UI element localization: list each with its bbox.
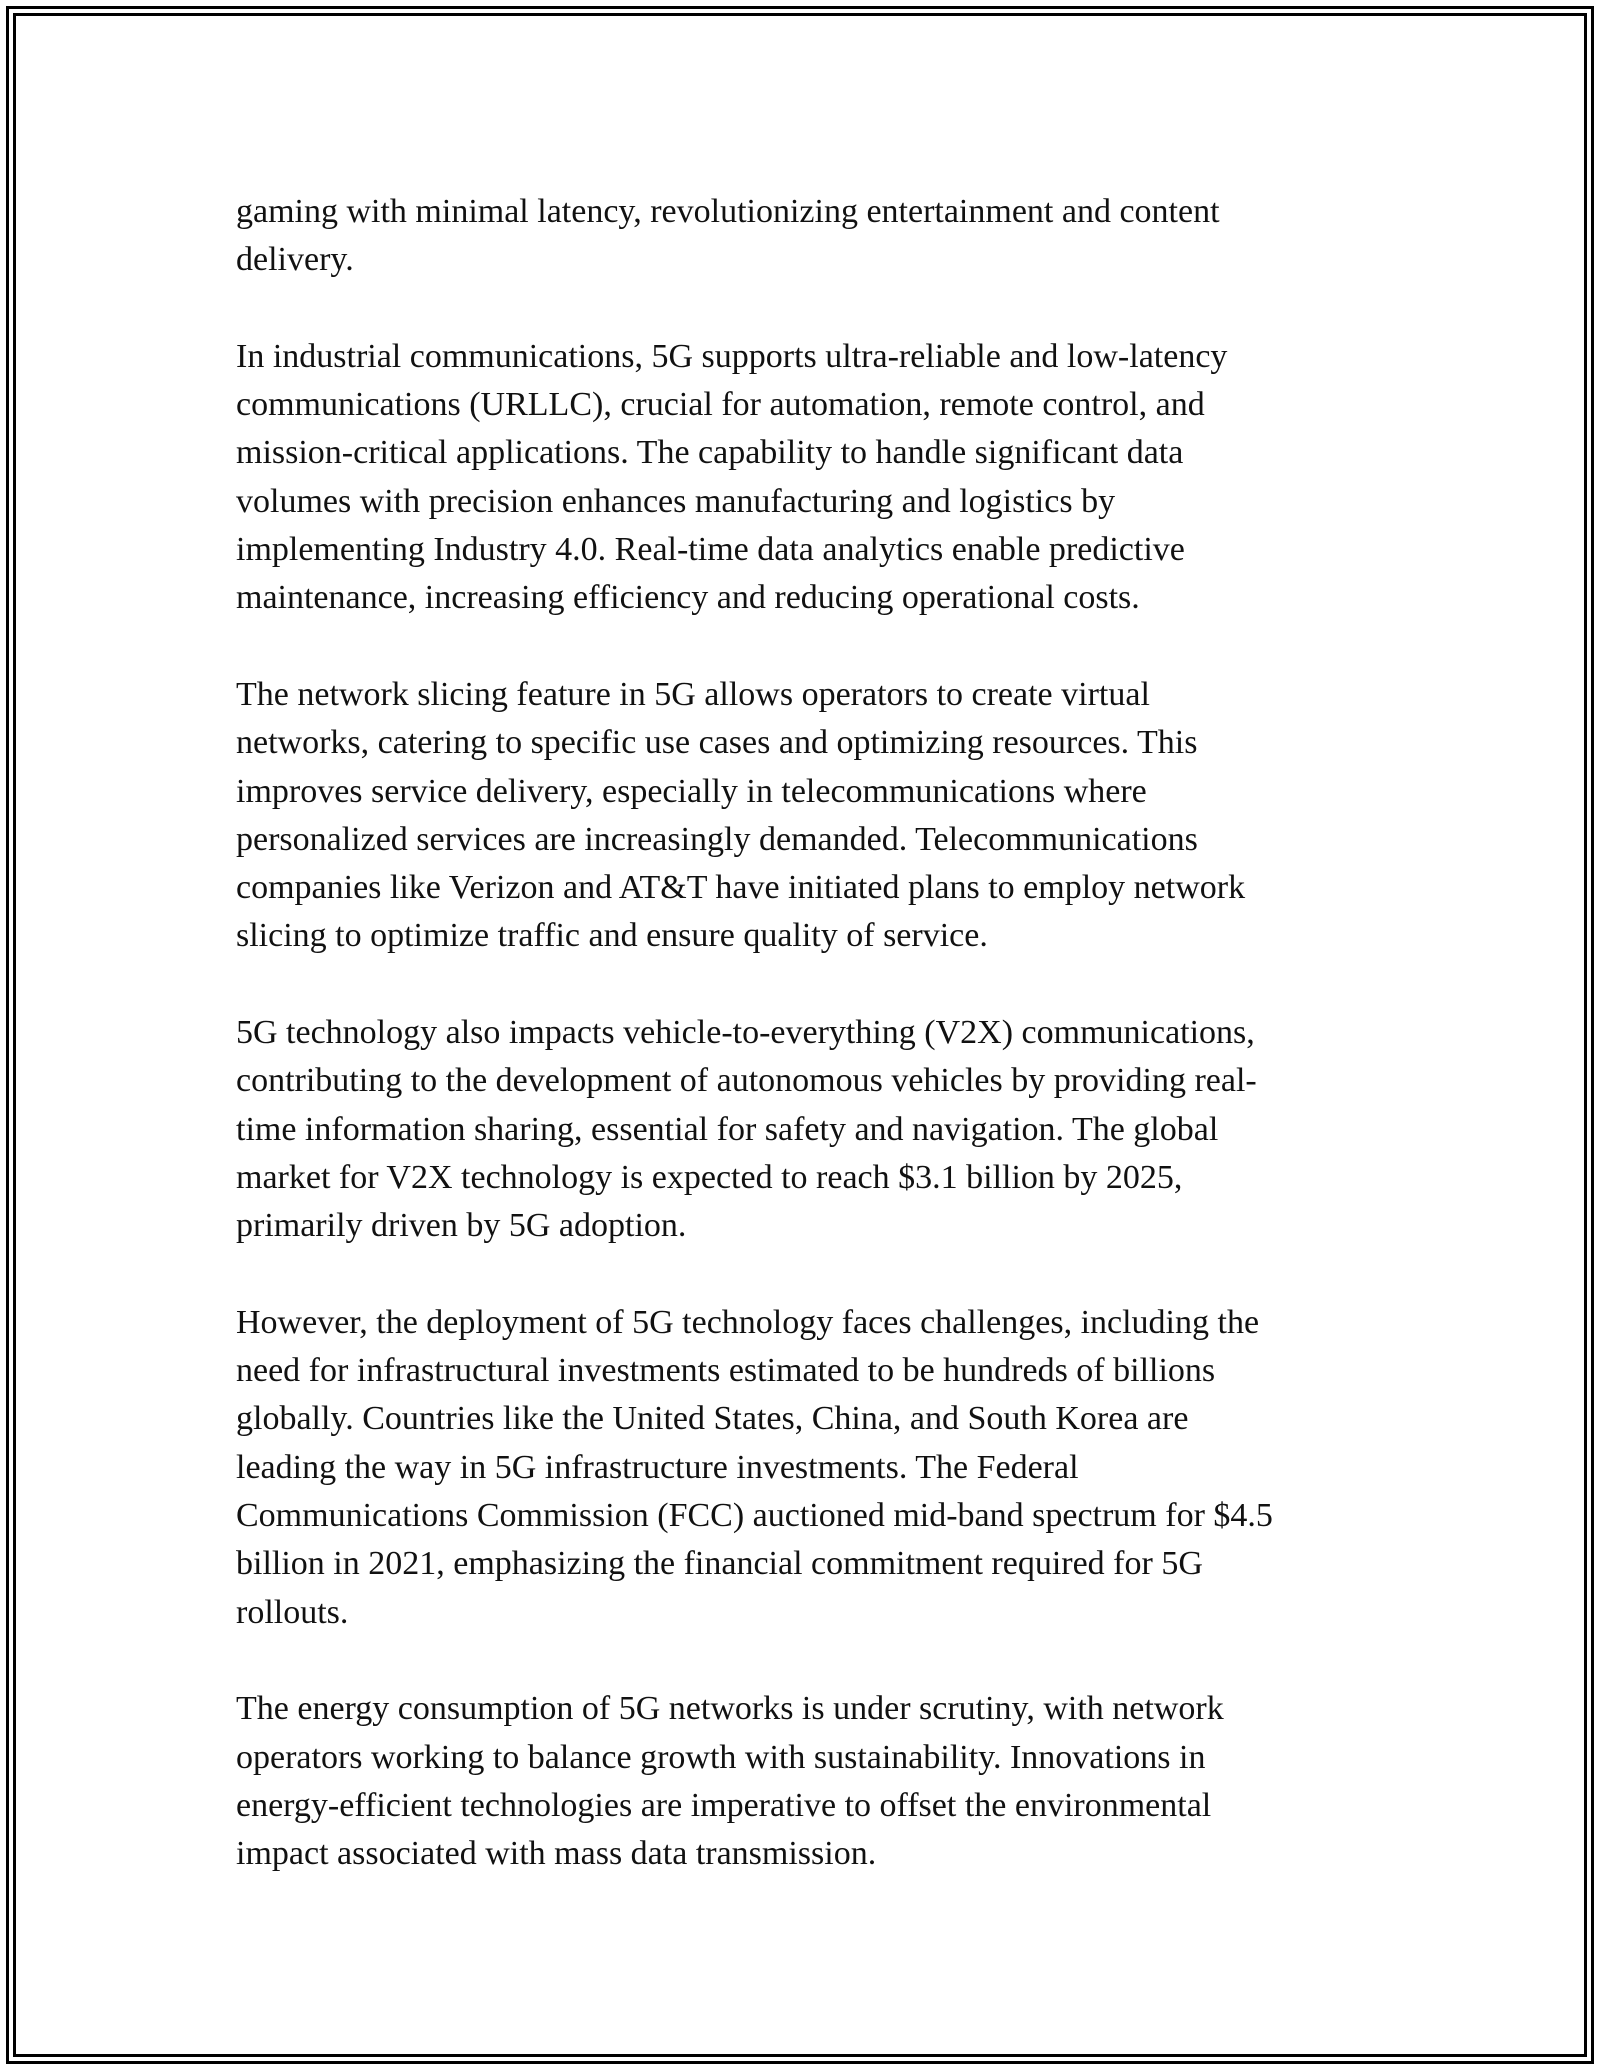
paragraph-network-slicing: The network slicing feature in 5G allows operators to create virtual networks, catering to specific use cases and optimizing resources. This improves service delivery, especially in telecommunications where personalized services are increasingly demanded. Telecommunications companies like Verizon and AT&T have initiated plans to employ network slicing to optimize traffic and ensure quality of service.: [236, 675, 1246, 955]
paragraph-industrial-communications: In industrial communications, 5G supports ultra-reliable and low-latency communications (URLLC), crucial for automation, remote control, and mission-critical applications. The capability to handle significant data volumes with precision enhances manufacturing and logistics by implementing Industry 4.0. Real-time data analytics enable predictive maintenance, increasing efficiency and reducing operational costs.: [236, 337, 1228, 617]
paragraph-v2x: 5G technology also impacts vehicle-to-everything (V2X) communications, contributing to the development of autonomous vehicles by providing real- time information sharing, essential for safety and navigation. The global market for V2X technology is expected to reach $3.1 billion by 2025, primarily driven by 5G adoption.: [236, 1014, 1257, 1245]
paragraph-energy-consumption: The energy consumption of 5G networks is under scrutiny, with network operators working to balance growth with sustainability. Innovations in energy-efficient technologies are imperative to offset the environmental impact associated with mass data transmission.: [236, 1690, 1224, 1873]
document-body: [236, 188, 1366, 1927]
paragraph-deployment-challenges: However, the deployment of 5G technology faces challenges, including the need for infrastructural investments estimated to be hundreds of billions globally. Countries like the United States, China, and South Korea are leading the way in 5G infrastructure investments. The Federal Communications Commission (FCC) auctioned mid-band spectrum for $4.5 billion in 2021, emphasizing the financial commitment required for 5G rollouts.: [236, 1303, 1273, 1631]
paragraph-gaming-continuation: gaming with minimal latency, revolutionizing entertainment and content delivery.: [236, 193, 1220, 279]
